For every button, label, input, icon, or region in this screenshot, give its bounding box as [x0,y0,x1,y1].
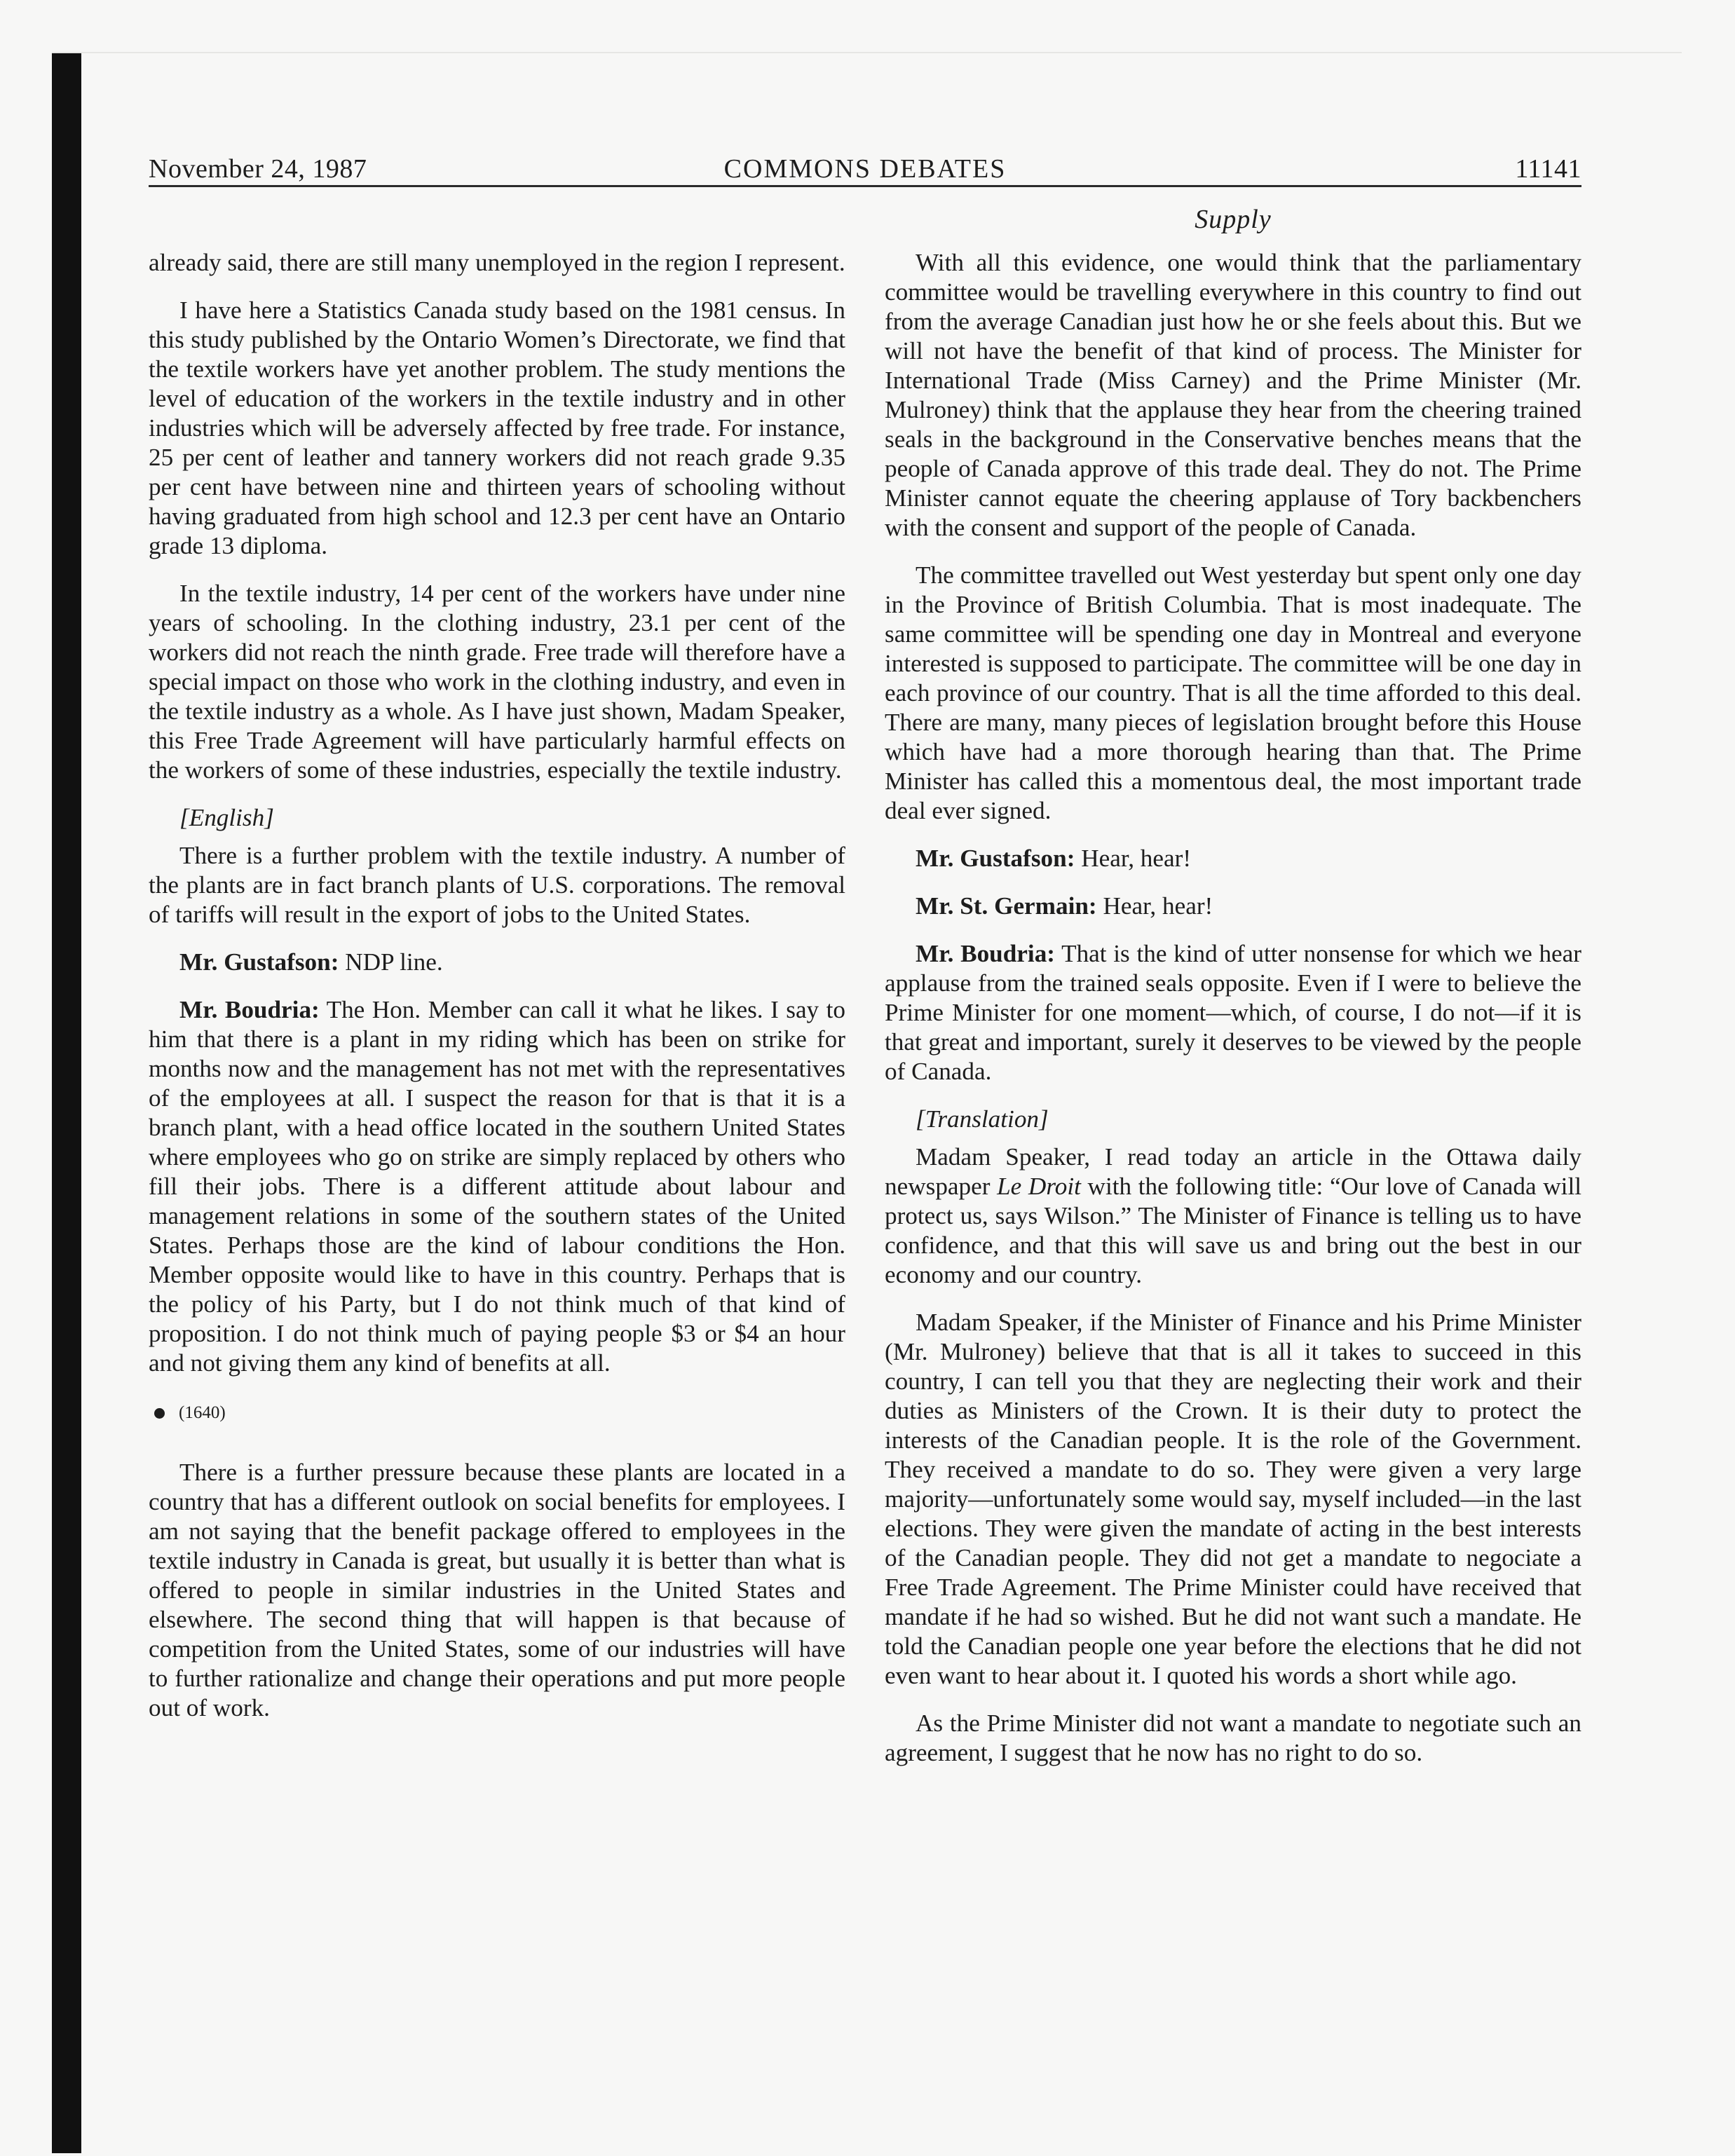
paragraph: I have here a Statistics Canada study based on the 1981 census. In this study published by the Ontario Women’s Directorate, we find that the textile workers have yet another problem. The study mentions the level of education of the workers in the textile industry and in other industries which will be adversely affected by free trade. For instance, 25 per cent of leather and tannery workers did not reach grade 9.35 per cent have between nine and thirteen years of schooling without having graduated from high school and 12.3 per cent have an Ontario grade 13 diploma. [149,296,845,559]
header-title: COMMONS DEBATES [723,154,1007,184]
left-column [149,248,845,1723]
header-date: November 24, 1987 [149,154,367,184]
paragraph: There is a further pressure because these plants are located in a country that has a different outlook on social benefits for employees. I am not saying that the benefit package offered to employees in the textile industry in Canada is great, but usually it is better than what is offered to people in similar industries in the United States and elsewhere. The second thing that will happen is that because of competition from the United States, some of our industries will have to further rationalize and change their operations and put more people out of work. [149,1459,845,1721]
speech [885,892,1581,921]
speech [149,995,845,1378]
right-column [885,248,1581,1768]
time-marker [149,1402,845,1424]
paragraph: Madam Speaker, if the Minister of Finance and his Prime Minister (Mr. Mulroney) believe that that is all it takes to succeed in this country, I can tell you that they are neglecting their work and their duties as Ministers of the Crown. It is their duty to protect the interests of the Canadian people. It is the role of the Government. They received a mandate to do so. They were given a very large majority—unfortunately some would say, myself included—in the last elections. They were given the mandate of acting in the best interests of the Canadian people. They did not get a mandate to negociate a Free Trade Agreement. The Prime Minister could have received that mandate if he had so wished. But he did not want such a mandate. He told the Canadian people one year before the elections that he did not even want to hear about it. I quoted his words a short while ago. [885,1309,1581,1689]
speech-text: NDP line. [345,948,443,976]
speech [149,948,845,977]
speech [885,939,1581,1086]
speech-text: Hear, hear! [1103,892,1213,920]
speaker-name: Mr. Boudria: [179,996,320,1023]
paragraph: There is a further problem with the textile industry. A number of the plants are in fact branch plants of U.S. corporations. The removal of tariffs will result in the export of jobs to the United States. [149,842,845,928]
paragraph-text: with the following title: “Our love of Canada will protect us, says Wilson.” The Minister of Finance is telling us to have confidence, and that this will save us and bring out the best in our economy and our country. [885,1173,1581,1288]
speech [885,844,1581,873]
paragraph: The committee travelled out West yesterday but spent only one day in the Province of British Columbia. That is most inadequate. The same committee will be spending one day in Montreal and everyone interested is supposed to participate. The committee will be one day in each province of our country. That is all the time afforded to this deal. There are many, many pieces of legislation brought before this House which have had a more thorough hearing than that. The Prime Minister has called this a momentous deal, the most important trade deal ever signed. [885,561,1581,824]
paragraph-text: Madam Speaker, I read today an article in the Ottawa daily newspaper [885,1143,1581,1200]
speaker-name: Mr. Boudria: [916,940,1056,967]
speech-text: The Hon. Member can call it what he likes. I say to him that there is a plant in my riding which has been on strike for months now and the management has not met with the representatives of the employees at all. I suspect the reason for that is that it is a branch plant, with a head office located in the southern United States where employees who go on strike are simply replaced by others who fill their jobs. There is a different attitude about labour and management relations in some of the southern states of the United States. Perhaps those are the kind of labour conditions the Hon. Member opposite would like to have in this country. Perhaps that is the policy of his Party, but I do not think much of that kind of proposition. I do not think much of paying people $3 or $4 an hour and not giving them any kind of benefits at all. [149,996,845,1377]
page-number: 11141 [1515,154,1581,184]
paragraph: In the textile industry, 14 per cent of the workers have under nine years of schooling. In the clothing industry, 23.1 per cent of the workers did not reach the ninth grade. Free trade will therefore have a special impact on those who work in the clothing industry, and even in the textile industry as a whole. As I have just shown, Madam Speaker, this Free Trade Agreement will have particularly harmful effects on the workers of some of these industries, especially the textile industry. [149,580,845,784]
speech-text: That is the kind of utter nonsense for which we hear applause from the trained seals opposite. Even if I were to believe the Prime Minister for one moment—which, of course, I do not—if it is that great and important, surely it deserves to be viewed by the people of Canada. [885,940,1581,1085]
running-head: Supply [1195,205,1272,234]
scan-edge [52,52,81,2153]
bullet-icon [154,1408,165,1419]
speech-text: Hear, hear! [1081,845,1192,872]
newspaper-title: Le Droit [997,1173,1081,1200]
speaker-name: Mr. St. Germain: [916,892,1097,920]
paragraph: With all this evidence, one would think that the parliamentary committee would be travelling everywhere in this country to find out from the average Canadian just how he or she feels about this. But we will not have the benefit of that kind of process. The Minister for International Trade (Miss Carney) and the Prime Minister (Mr. Mulroney) think that the applause they hear from the cheering trained seals in the background in the Conservative benches means that the people of Canada approve of this trade deal. They do not. The Prime Minister cannot equate the cheering applause of Tory backbenchers with the consent and support of the people of Canada. [885,249,1581,541]
scan-edge-top [52,52,1682,53]
page-header [149,153,1581,187]
paragraph: already said, there are still many unemployed in the region I represent. [149,249,845,276]
section-label-english: [English] [179,804,274,831]
time-marker-text: (1640) [179,1403,226,1422]
speaker-name: Mr. Gustafson: [179,948,339,976]
section-label-translation: [Translation] [916,1105,1049,1133]
paragraph: As the Prime Minister did not want a mandate to negotiate such an agreement, I suggest that he now has no right to do so. [885,1710,1581,1766]
speaker-name: Mr. Gustafson: [916,845,1075,872]
paragraph [885,1142,1581,1290]
